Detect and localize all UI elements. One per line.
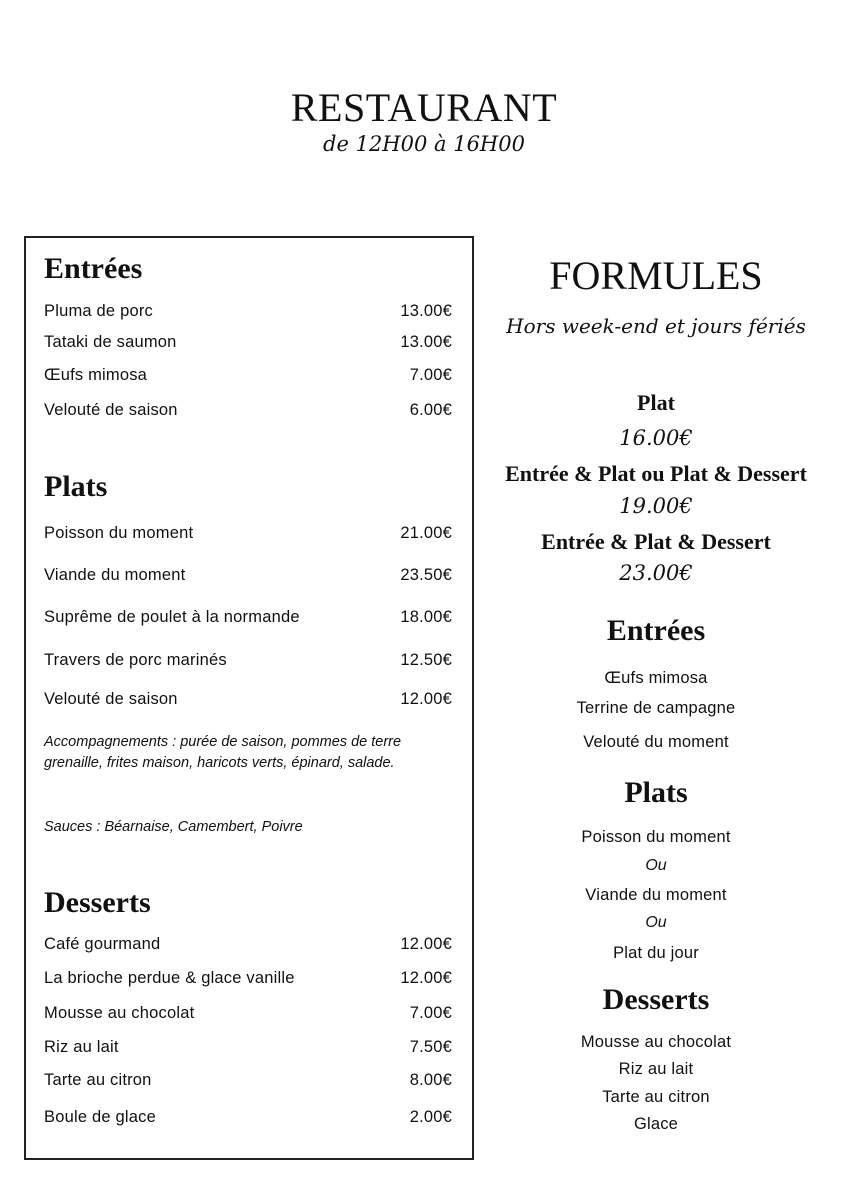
menu-row [44, 1004, 452, 1023]
formule-section-entrees: Entrées [606, 614, 706, 647]
dish-price: 8.00€ [409, 1071, 452, 1089]
menu-row [44, 608, 452, 627]
dish-name: Viande du moment [44, 566, 186, 584]
menu-row [44, 1108, 452, 1127]
accompaniments-note: Accompagnements : purée de saison, pommes de terre grenaille, frites maison, haricots verts, épinard, salade. [44, 734, 402, 771]
page-title: RESTAURANT [290, 85, 558, 130]
menu-row [44, 566, 452, 585]
formule-item: Viande du moment [585, 886, 727, 904]
dish-price: 12.50€ [400, 651, 452, 669]
formules-subtitle: Hors week-end et jours fériés [506, 314, 806, 338]
dish-name: Mousse au chocolat [44, 1004, 195, 1022]
menu-row [44, 935, 452, 954]
formule-item: Velouté du moment [583, 733, 729, 751]
formule-label: Plat [637, 390, 675, 415]
formule-price: 19.00€ [619, 494, 693, 518]
dish-price: 12.00€ [400, 935, 452, 953]
dish-name: Tataki de saumon [44, 333, 177, 351]
dish-name: Poisson du moment [44, 524, 194, 542]
section-title-plats: Plats [44, 470, 108, 503]
dish-name: Travers de porc marinés [44, 651, 227, 669]
dish-name: Boule de glace [44, 1108, 156, 1126]
menu-row [44, 366, 452, 385]
formule-price: 16.00€ [619, 426, 693, 450]
menu-row [44, 1038, 452, 1057]
menu-row [44, 333, 452, 352]
dish-price: 12.00€ [400, 690, 452, 708]
menu-row [44, 401, 452, 420]
dish-price: 18.00€ [400, 608, 452, 626]
dish-price: 7.00€ [409, 366, 452, 384]
section-title-entrees: Entrées [44, 252, 143, 285]
dish-name: Suprême de poulet à la normande [44, 608, 300, 626]
dish-price: 23.50€ [400, 566, 452, 584]
section-title-desserts: Desserts [44, 886, 151, 919]
dish-name: Tarte au citron [44, 1071, 152, 1089]
formule-or: Ou [645, 857, 667, 874]
dish-name: Velouté de saison [44, 690, 178, 708]
formule-item: Glace [633, 1115, 679, 1133]
formule-label: Entrée & Plat & Dessert [541, 529, 771, 554]
dish-price: 12.00€ [400, 969, 452, 987]
formule-item: Terrine de campagne [576, 699, 736, 717]
formule-item: Œufs mimosa [604, 669, 708, 687]
formule-label: Entrée & Plat ou Plat & Dessert [505, 461, 807, 486]
dish-price: 7.00€ [409, 1004, 452, 1022]
sauces-note: Sauces : Béarnaise, Camembert, Poivre [44, 819, 303, 835]
menu-row [44, 1071, 452, 1090]
menu-row [44, 690, 452, 709]
formule-section-plats: Plats [624, 776, 688, 809]
menu-row [44, 524, 452, 543]
dish-name: Œufs mimosa [44, 366, 148, 384]
dish-name: Pluma de porc [44, 302, 153, 320]
formule-item: Tarte au citron [602, 1088, 710, 1106]
formule-price: 23.00€ [619, 561, 693, 585]
menu-row [44, 969, 452, 988]
dish-name: La brioche perdue & glace vanille [44, 969, 295, 987]
dish-price: 13.00€ [400, 333, 452, 351]
dish-name: Riz au lait [44, 1038, 119, 1056]
formule-item: Poisson du moment [581, 828, 731, 846]
menu-row [44, 302, 452, 321]
dish-price: 6.00€ [409, 401, 452, 419]
formule-or: Ou [645, 914, 667, 931]
dish-price: 7.50€ [409, 1038, 452, 1056]
formules-title: FORMULES [549, 253, 763, 298]
dish-name: Café gourmand [44, 935, 161, 953]
dish-price: 2.00€ [409, 1108, 452, 1126]
formule-item: Riz au lait [618, 1060, 694, 1078]
menu-row [44, 651, 452, 670]
dish-price: 21.00€ [400, 524, 452, 542]
formule-item: Plat du jour [613, 944, 699, 962]
dish-price: 13.00€ [400, 302, 452, 320]
dish-name: Velouté de saison [44, 401, 178, 419]
formule-item: Mousse au chocolat [580, 1033, 732, 1051]
opening-hours: de 12H00 à 16H00 [323, 132, 525, 156]
formule-section-desserts: Desserts [602, 983, 710, 1016]
